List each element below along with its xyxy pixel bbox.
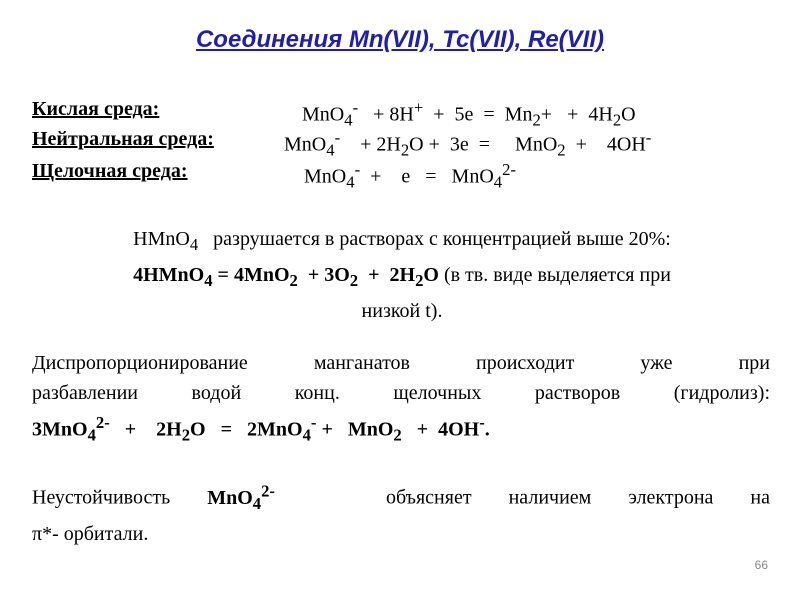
hmno4-reaction-line: 4HMnO$_4$ = $4MnO_2 + 3O_2 + 2H_2O$ (в тв. виде выделяется при [133,264,671,290]
instability-line2: π*- орбитали. [32,522,149,545]
acid-medium-label: Кислая среда: [32,98,160,120]
hmno4-block [32,224,772,326]
neutral-medium-equation: MnO$_4$- + $2H_2O + 3e$ = MnO$_2$ + 4OH- [284,128,652,160]
disproportionation-block [32,348,770,451]
disprop-reaction: 3MnO$_4^{2-}$ + $2H_2O = 2MnO_4^- + MnO_2 + 4OH^-$. [32,413,490,445]
acid-medium-row [32,98,792,130]
disprop-line2: разбавлении водой конц. щелочных растворов (гидролиз): [32,382,770,404]
alkaline-medium-equation: MnO$_4$- + e = MnO$_4^{2-}$ [304,160,516,192]
hmno4-line1: HMnO$_4$ разрушается в растворах с концентрацией выше 20%: [133,228,671,254]
neutral-medium-label: Нейтральная среда: [32,128,214,150]
neutral-medium-row [32,128,792,160]
alkaline-medium-row [32,160,792,192]
instability-line1: Неустойчивость MnO$_4^{2-}$ объясняет наличием электрона на [32,481,770,513]
alkaline-medium-label: Щелочная среда: [32,160,188,182]
slide-title: Соединения Mn(VII), Tc(VII), Re(VII) [195,26,605,53]
page-number: 66 [754,558,768,572]
disprop-line1: Диспропорционирование манганатов происходит уже при [32,352,770,374]
acid-medium-equation: $MnO_4^- + 8H^+ + 5e = Mn_2+ + 4H_2O$ [302,98,636,130]
hmno4-note-end: низкой t). [361,300,443,322]
instability-block [32,476,770,549]
